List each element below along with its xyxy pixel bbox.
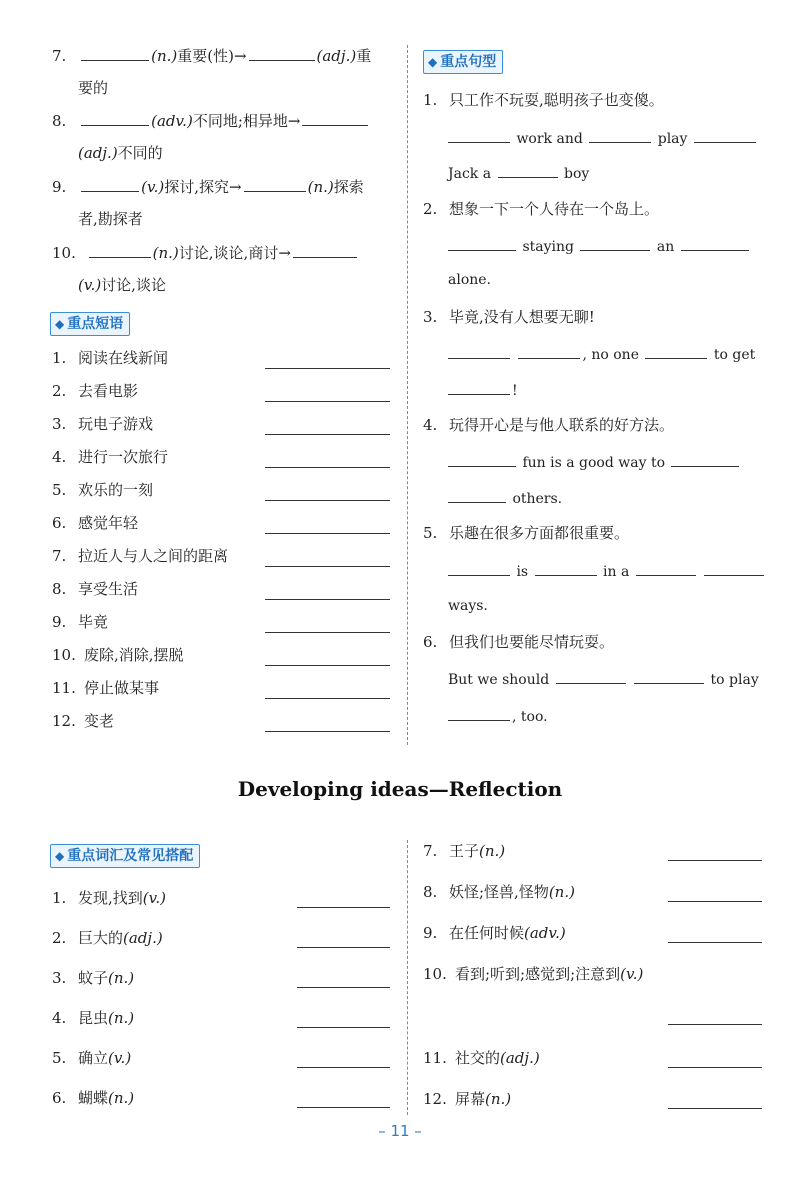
- answer-blank[interactable]: [297, 906, 390, 908]
- pos-label: (n.): [152, 244, 179, 262]
- definition: 讨论,谈论,商讨→: [178, 244, 291, 262]
- answer-blank[interactable]: [448, 127, 510, 143]
- diamond-icon: ◆: [55, 849, 65, 863]
- list-item: 8. 妖怪;怪兽,怪物(n.): [423, 883, 575, 901]
- phrases-section-header: ◆ 重点短语: [50, 312, 130, 336]
- column-divider-top: [407, 45, 408, 745]
- answer-blank[interactable]: [518, 343, 580, 359]
- answer-blank[interactable]: [589, 127, 651, 143]
- section-title: Developing ideas—Reflection: [237, 777, 563, 801]
- answer-blank[interactable]: [704, 560, 764, 576]
- diamond-icon: ◆: [428, 55, 438, 69]
- answer-blank[interactable]: [265, 697, 390, 699]
- answer-blank[interactable]: [302, 110, 368, 126]
- list-item: 3. 蚊子(n.): [52, 969, 135, 987]
- answer-blank[interactable]: [265, 631, 390, 633]
- answer-blank[interactable]: [265, 730, 390, 732]
- definition-cont: 讨论,谈论: [101, 276, 166, 294]
- list-item: 6. 感觉年轻: [52, 514, 139, 532]
- definition-cont: 要的: [78, 79, 109, 97]
- list-item: 10. 看到;听到;感觉到;注意到(v.): [423, 965, 644, 983]
- answer-blank[interactable]: [265, 466, 390, 468]
- pos-label: (n.): [151, 47, 178, 65]
- list-item: 11. 社交的(adj.): [423, 1049, 540, 1067]
- list-item: 3. 玩电子游戏: [52, 415, 154, 433]
- answer-blank[interactable]: [265, 565, 390, 567]
- pos-label: (adj.): [78, 144, 118, 162]
- answer-blank[interactable]: [448, 487, 506, 503]
- definition: 重要(性)→: [177, 47, 247, 65]
- definition: 不同地;相异地→: [192, 112, 301, 130]
- answer-blank[interactable]: [448, 451, 516, 467]
- answer-blank[interactable]: [81, 176, 139, 192]
- answer-blank[interactable]: [580, 235, 650, 251]
- list-item: 4. 昆虫(n.): [52, 1009, 135, 1027]
- definition: 重: [356, 47, 372, 65]
- list-item: 7. 王子(n.): [423, 842, 506, 860]
- answer-blank[interactable]: [498, 162, 558, 178]
- item-number: 9.: [52, 178, 67, 196]
- definition-cont: 不同的: [117, 144, 163, 162]
- answer-blank[interactable]: [265, 532, 390, 534]
- list-item: 2. 巨大的(adj.): [52, 929, 163, 947]
- pos-label: (adv.): [151, 112, 193, 130]
- list-item: 7. 拉近人与人之间的距离: [52, 547, 229, 565]
- answer-blank[interactable]: [81, 110, 149, 126]
- pos-label: (n.): [307, 178, 334, 196]
- answer-blank[interactable]: [668, 1066, 762, 1068]
- answer-blank[interactable]: [265, 367, 390, 369]
- pos-label: (adj.): [316, 47, 357, 65]
- list-item: 10. 废除,消除,摆脱: [52, 646, 184, 664]
- answer-blank[interactable]: [645, 343, 707, 359]
- answer-blank[interactable]: [448, 343, 510, 359]
- answer-blank[interactable]: [89, 242, 151, 258]
- column-divider-bottom: [407, 840, 408, 1115]
- answer-blank[interactable]: [668, 859, 762, 861]
- answer-blank[interactable]: [448, 705, 510, 721]
- list-item: 8. 享受生活: [52, 580, 139, 598]
- answer-blank[interactable]: [265, 433, 390, 435]
- vocab-section-header: ◆ 重点词汇及常见搭配: [50, 844, 200, 868]
- answer-blank[interactable]: [668, 900, 762, 902]
- answer-blank[interactable]: [668, 1023, 762, 1025]
- answer-blank[interactable]: [636, 560, 696, 576]
- definition-cont: 者,勘探者: [78, 210, 143, 228]
- answer-blank[interactable]: [448, 235, 516, 251]
- answer-blank[interactable]: [249, 45, 315, 61]
- answer-blank[interactable]: [668, 1107, 762, 1109]
- diamond-icon: ◆: [55, 317, 65, 331]
- item-number: 7.: [52, 47, 67, 65]
- answer-blank[interactable]: [671, 451, 739, 467]
- answer-blank[interactable]: [681, 235, 749, 251]
- pos-label: (v.): [78, 276, 102, 294]
- answer-blank[interactable]: [265, 499, 390, 501]
- answer-blank[interactable]: [535, 560, 597, 576]
- answer-blank[interactable]: [634, 668, 704, 684]
- page-number: – 11 –: [378, 1122, 422, 1140]
- list-item: 5. 欢乐的一刻: [52, 481, 154, 499]
- list-item: 12. 屏幕(n.): [423, 1090, 512, 1108]
- answer-blank[interactable]: [668, 941, 762, 943]
- list-item: 2. 去看电影: [52, 382, 139, 400]
- list-item: 12. 变老: [52, 712, 115, 730]
- list-item: 11. 停止做某事: [52, 679, 160, 697]
- list-item: 9. 在任何时候(adv.): [423, 924, 566, 942]
- answer-blank[interactable]: [556, 668, 626, 684]
- list-item: 1. 阅读在线新闻: [52, 349, 169, 367]
- answer-blank[interactable]: [297, 1066, 390, 1068]
- definition: 探索: [333, 178, 364, 196]
- list-item: 1. 发现,找到(v.): [52, 889, 166, 907]
- item-number: 8.: [52, 112, 67, 130]
- answer-blank[interactable]: [297, 986, 390, 988]
- list-item: 6. 蝴蝶(n.): [52, 1089, 135, 1107]
- answer-blank[interactable]: [448, 379, 510, 395]
- answer-blank[interactable]: [448, 560, 510, 576]
- answer-blank[interactable]: [244, 176, 306, 192]
- answer-blank[interactable]: [265, 598, 390, 600]
- definition: 探讨,探究→: [164, 178, 242, 196]
- answer-blank[interactable]: [265, 400, 390, 402]
- answer-blank[interactable]: [81, 45, 149, 61]
- list-item: 4. 进行一次旅行: [52, 448, 169, 466]
- list-item: 5. 确立(v.): [52, 1049, 132, 1067]
- answer-blank[interactable]: [265, 664, 390, 666]
- answer-blank[interactable]: [293, 242, 357, 258]
- answer-blank[interactable]: [297, 1026, 390, 1028]
- item-number: 10.: [52, 244, 76, 262]
- answer-blank[interactable]: [297, 946, 390, 948]
- answer-blank[interactable]: [297, 1106, 390, 1108]
- answer-blank[interactable]: [694, 127, 756, 143]
- sentences-section-header: ◆ 重点句型: [423, 50, 503, 74]
- pos-label: (v.): [141, 178, 165, 196]
- list-item: 9. 毕竟: [52, 613, 109, 631]
